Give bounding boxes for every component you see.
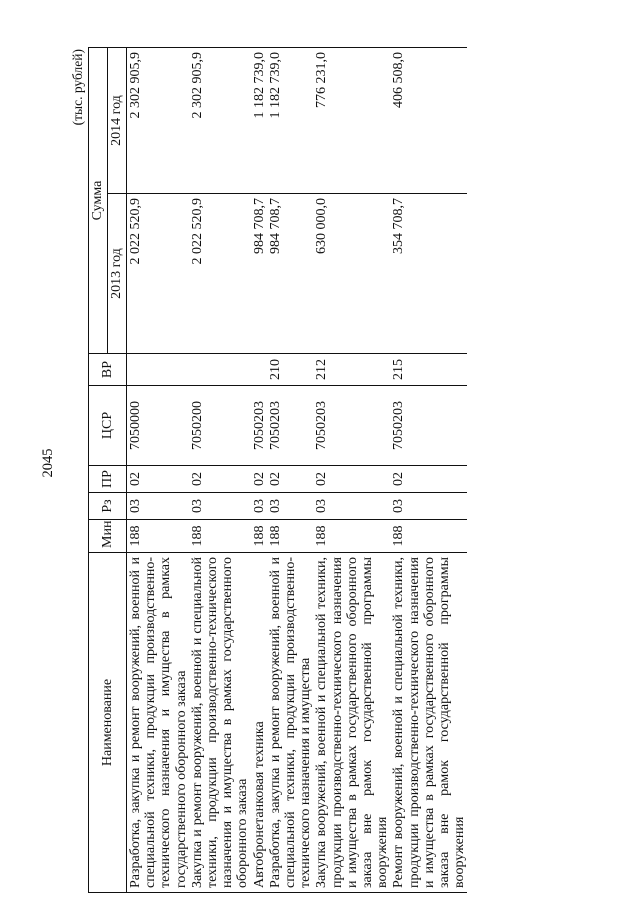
header-year-2013: 2013 год xyxy=(108,194,127,354)
row-csr: 7050203 xyxy=(313,386,390,466)
row-csr: 7050203 xyxy=(267,386,314,466)
row-vr: 215 xyxy=(390,354,467,386)
row-min: 188 xyxy=(313,520,390,553)
row-csr: 7050203 xyxy=(390,386,467,466)
row-rz: 03 xyxy=(313,493,390,520)
table-row xyxy=(251,48,267,893)
row-pr: 02 xyxy=(127,466,189,493)
row-csr: 7050203 xyxy=(251,386,267,466)
row-rz: 03 xyxy=(189,493,251,520)
table-row xyxy=(189,48,251,893)
row-min: 188 xyxy=(267,520,314,553)
row-name: Автобронетанковая техника xyxy=(251,553,267,893)
row-sum-2013: 984 708,7 xyxy=(251,194,267,354)
page-number: 2045 xyxy=(40,448,56,478)
units-note: (тыс. рублей) xyxy=(70,49,85,126)
table-row xyxy=(127,48,189,893)
row-csr: 7050000 xyxy=(127,386,189,466)
row-vr xyxy=(251,354,267,386)
row-pr: 02 xyxy=(313,466,390,493)
row-sum-2014: 1 182 739,0 xyxy=(267,48,314,194)
row-pr: 02 xyxy=(390,466,467,493)
header-year-2014: 2014 год xyxy=(108,48,127,194)
header-sum: Сумма xyxy=(89,48,108,354)
header-csr: ЦСР xyxy=(89,386,127,466)
row-name: Закупка вооружений, военной и специальной техники, продукции производственно-технического назначения и имущества в рамках государственного оборонного заказа вне рамок государственной программы вооружения xyxy=(313,553,390,893)
row-sum-2014: 776 231,0 xyxy=(313,48,390,194)
row-min: 188 xyxy=(127,520,189,553)
row-sum-2013: 984 708,7 xyxy=(267,194,314,354)
row-name: Закупка и ремонт вооружений, военной и специальной техники, продукции производственно-технического назначения и имущества в рамках государственного оборонного заказа xyxy=(189,553,251,893)
row-rz: 03 xyxy=(127,493,189,520)
row-name: Ремонт вооружений, военной и специальной техники, продукции производственно-технического назначения и имущества в рамках государственного оборонного заказа вне рамок государственной программы вооружения xyxy=(390,553,467,893)
row-vr xyxy=(189,354,251,386)
header-pr: ПР xyxy=(89,466,127,493)
table-row xyxy=(390,48,467,893)
row-vr: 210 xyxy=(267,354,314,386)
row-sum-2013: 354 708,7 xyxy=(390,194,467,354)
header-name: Наименование xyxy=(89,553,127,893)
row-pr: 02 xyxy=(251,466,267,493)
row-sum-2013: 630 000,0 xyxy=(313,194,390,354)
row-min: 188 xyxy=(390,520,467,553)
rotated-content xyxy=(40,33,620,893)
row-min: 188 xyxy=(189,520,251,553)
row-sum-2014: 406 508,0 xyxy=(390,48,467,194)
row-sum-2013: 2 022 520,9 xyxy=(127,194,189,354)
row-pr: 02 xyxy=(189,466,251,493)
row-sum-2013: 2 022 520,9 xyxy=(189,194,251,354)
row-name: Разработка, закупка и ремонт вооружений, военной и специальной техники, продукции производственно-технического назначения и имущества xyxy=(267,553,314,893)
row-rz: 03 xyxy=(390,493,467,520)
header-rz: Рз xyxy=(89,493,127,520)
row-name: Разработка, закупка и ремонт вооружений, военной и специальной техники, продукции производственно-технического назначения и имущества в рамках государственного оборонного заказа xyxy=(127,553,189,893)
row-csr: 7050200 xyxy=(189,386,251,466)
row-sum-2014: 1 182 739,0 xyxy=(251,48,267,194)
table-row xyxy=(313,48,390,893)
row-pr: 02 xyxy=(267,466,314,493)
row-vr xyxy=(127,354,189,386)
header-vr: ВР xyxy=(89,354,127,386)
header-min: Мин xyxy=(89,520,127,553)
row-rz: 03 xyxy=(251,493,267,520)
row-vr: 212 xyxy=(313,354,390,386)
budget-table xyxy=(88,47,467,893)
row-sum-2014: 2 302 905,9 xyxy=(189,48,251,194)
row-rz: 03 xyxy=(267,493,314,520)
row-min: 188 xyxy=(251,520,267,553)
table-header xyxy=(89,48,127,893)
row-sum-2014: 2 302 905,9 xyxy=(127,48,189,194)
table-row xyxy=(267,48,314,893)
table-body xyxy=(127,48,468,893)
